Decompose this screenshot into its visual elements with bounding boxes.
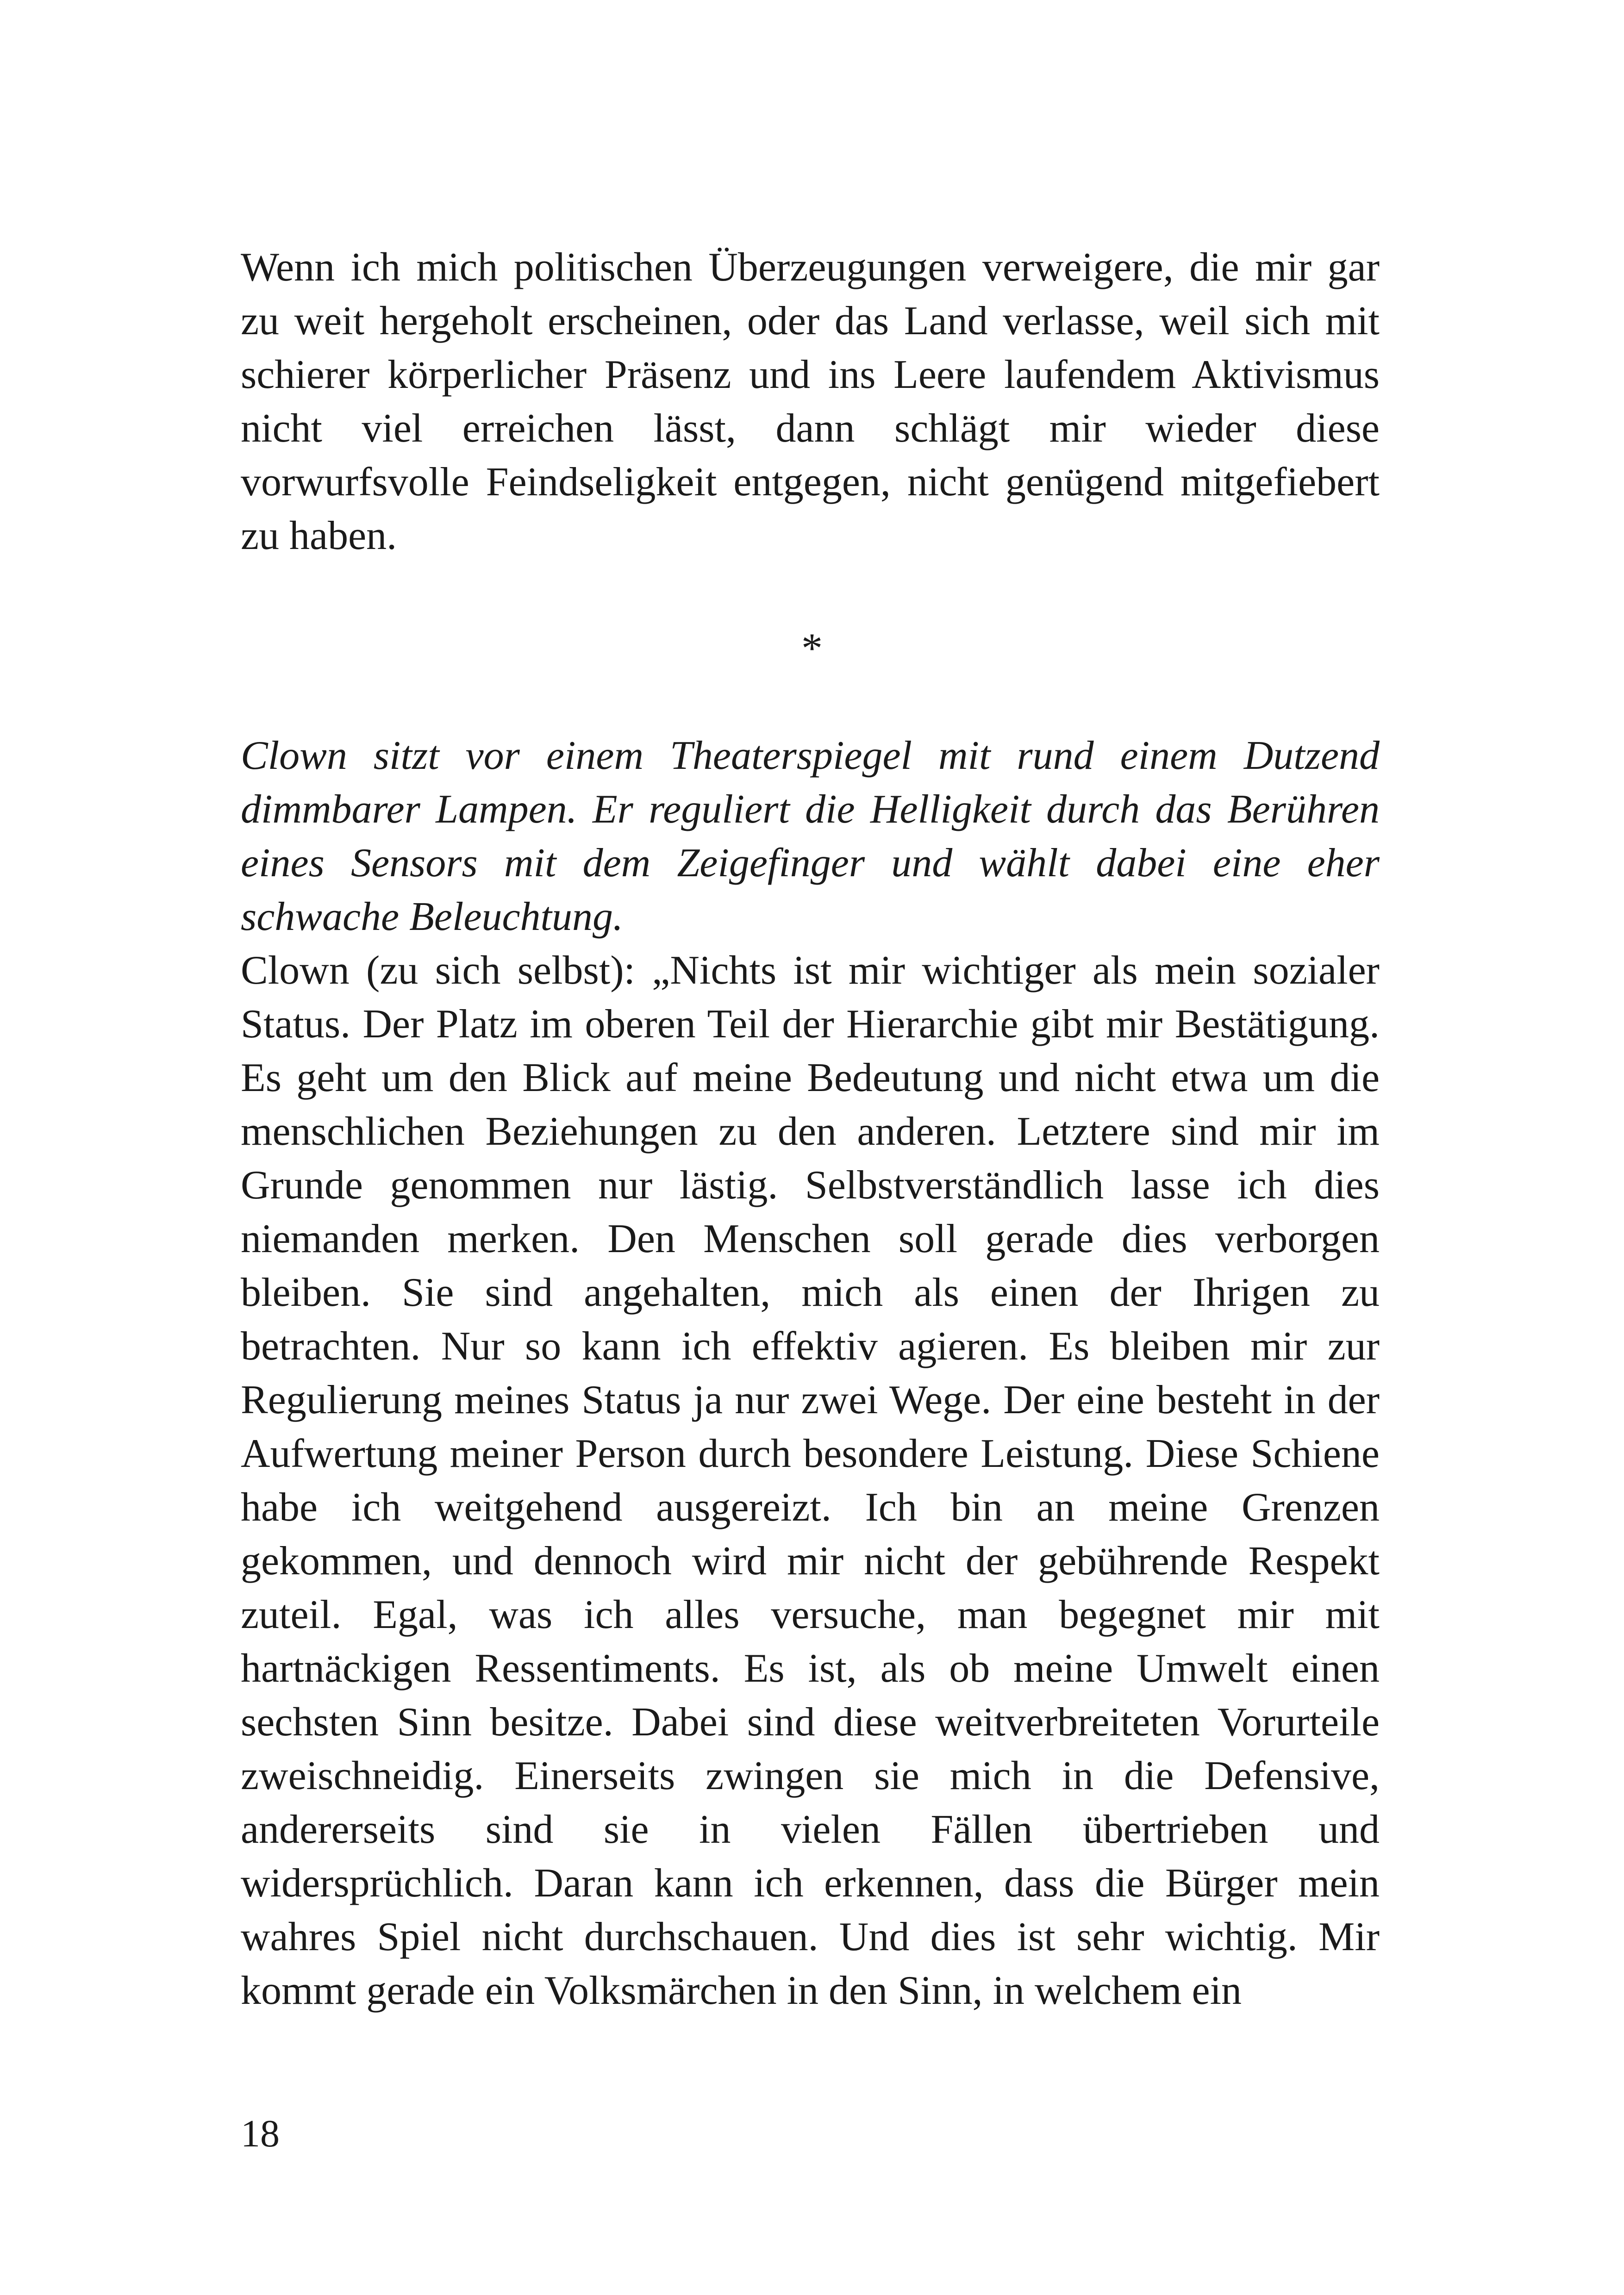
stage-direction: Clown sitzt vor einem Theaterspiegel mit rund einem Dutzend dimmbarer Lampen. Er reguliert die Helligkeit durch das Berühren eines Sensors mit dem Zeigefinger und wählt dabei eine eher schwache Beleuchtung.: [241, 733, 1380, 939]
text-block-top: [241, 241, 1380, 563]
text-block-scene: [241, 729, 1380, 2018]
section-separator: *: [801, 624, 823, 672]
page-number: 18: [241, 2112, 280, 2155]
paragraph-political: Wenn ich mich politischen Überzeugungen verweigere, die mir gar zu weit hergeholt erscheinen, oder das Land verlasse, weil sich mit schierer körperlicher Präsenz und ins Leere laufendem Aktivismus nicht viel erreichen lässt, dann schlägt mir wieder diese vorwurfsvolle Feindseligkeit entgegen, nicht genügend mitgefiebert zu haben.: [241, 245, 1380, 558]
clown-monologue: Clown (zu sich selbst): „Nichts ist mir wichtiger als mein sozialer Status. Der Platz im oberen Teil der Hierarchie gibt mir Bestätigung. Es geht um den Blick auf meine Bedeutung und nicht etwa um die menschlichen Beziehungen zu den anderen. Letztere sind mir im Grunde genommen nur lästig. Selbstverständlich lasse ich dies niemanden merken. Den Menschen soll gerade dies verborgen bleiben. Sie sind angehalten, mich als einen der Ihrigen zu betrachten. Nur so kann ich effektiv agieren. Es bleiben mir zur Regulierung meines Status ja nur zwei Wege. Der eine besteht in der Aufwertung meiner Person durch besondere Leistung. Diese Schiene habe ich weitgehend ausgereizt. Ich bin an meine Grenzen gekommen, und dennoch wird mir nicht der gebührende Respekt zuteil. Egal, was ich alles versuche, man begegnet mir mit hartnäckigen Ressentiments. Es ist, als ob meine Umwelt einen sechsten Sinn besitze. Dabei sind diese weitverbreiteten Vorurteile zweischneidig. Einerseits zwingen sie mich in die Defensive, andererseits sind sie in vielen Fällen übertrieben und widersprüchlich. Daran kann ich erkennen, dass die Bürger mein wahres Spiel nicht durchschauen. Und dies ist sehr wichtig. Mir kommt gerade ein Volksmärchen in den Sinn, in welchem ein: [241, 948, 1380, 2013]
